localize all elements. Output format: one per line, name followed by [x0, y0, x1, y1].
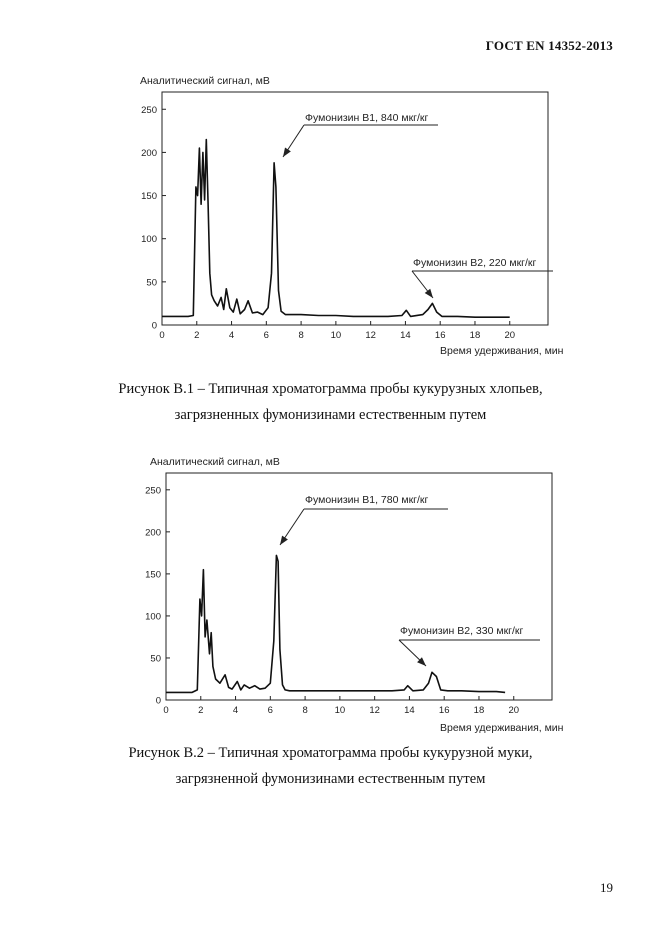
y-tick-label: 200: [145, 527, 161, 539]
x-tick-label: 4: [232, 705, 239, 716]
x-tick-label: 0: [159, 330, 165, 341]
y-tick-label: 0: [151, 320, 157, 332]
x-tick-label: 2: [194, 330, 200, 341]
x-tick-label: 0: [163, 705, 169, 716]
x-axis-label: Время удерживания, мин: [440, 722, 564, 734]
x-tick-label: 8: [302, 705, 308, 716]
caption-line-1: Рисунок В.2 – Типичная хроматограмма пробы кукурузной муки,: [128, 745, 533, 761]
plot-frame: [166, 473, 552, 700]
x-tick-label: 18: [473, 705, 485, 716]
annotation-leader: [280, 509, 304, 545]
y-tick-label: 200: [141, 147, 157, 159]
x-tick-label: 16: [434, 330, 446, 341]
x-tick-label: 6: [263, 330, 269, 341]
x-tick-label: 12: [369, 705, 380, 716]
annotation-b1: Фумонизин В1, 840 мкг/кг: [305, 112, 429, 124]
annotation-b2: Фумонизин В2, 220 мкг/кг: [413, 257, 537, 269]
x-tick-label: 4: [228, 330, 235, 341]
caption-line-2: загрязненных фумонизинами естественным путем: [174, 407, 487, 423]
annotation-b1: Фумонизин В1, 780 мкг/кг: [305, 494, 429, 506]
y-axis-label: Аналитический сигнал, мВ: [150, 456, 280, 468]
x-tick-label: 20: [508, 705, 520, 716]
standard-header: ГОСТ EN 14352-2013: [485, 38, 613, 53]
x-tick-label: 14: [400, 330, 411, 341]
y-tick-label: 150: [145, 569, 161, 581]
x-tick-label: 16: [438, 705, 450, 716]
y-tick-label: 100: [145, 611, 161, 623]
y-tick-label: 0: [155, 695, 161, 707]
caption-line-2: загрязненной фумонизинами естественным путем: [175, 771, 486, 787]
y-tick-label: 50: [150, 653, 161, 665]
y-axis-label: Аналитический сигнал, мВ: [140, 75, 270, 87]
x-tick-label: 10: [334, 705, 346, 716]
x-tick-label: 2: [198, 705, 204, 716]
x-tick-label: 14: [404, 705, 415, 716]
y-tick-label: 100: [141, 234, 157, 246]
y-tick-label: 250: [141, 104, 157, 116]
annotation-arrowhead: [280, 536, 288, 545]
page-number: 19: [600, 880, 613, 895]
x-tick-label: 20: [504, 330, 516, 341]
annotation-leader: [399, 640, 426, 666]
signal-line: [166, 555, 505, 692]
x-tick-label: 8: [298, 330, 304, 341]
x-tick-label: 12: [365, 330, 376, 341]
y-tick-label: 150: [141, 191, 157, 203]
x-tick-label: 10: [330, 330, 342, 341]
annotation-b2: Фумонизин В2, 330 мкг/кг: [400, 625, 524, 637]
caption-figure-2: [0, 740, 661, 792]
x-axis-label: Время удерживания, мин: [440, 345, 564, 357]
y-tick-label: 50: [146, 277, 157, 289]
x-tick-label: 6: [267, 705, 273, 716]
caption-line-1: Рисунок В.1 – Типичная хроматограмма пробы кукурузных хлопьев,: [118, 381, 543, 397]
y-tick-label: 250: [145, 485, 161, 497]
x-tick-label: 18: [469, 330, 481, 341]
annotation-arrowhead: [417, 657, 426, 666]
